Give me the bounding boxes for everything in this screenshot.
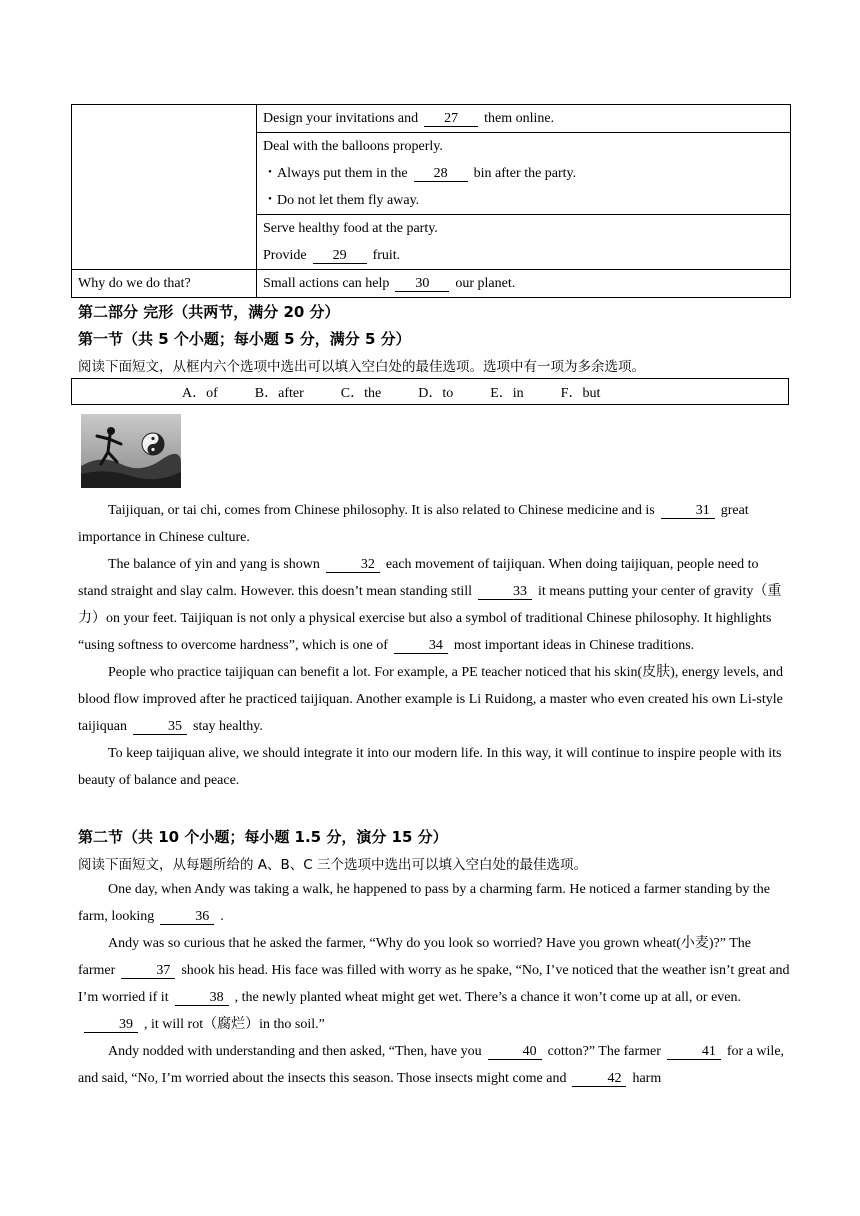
paragraph <box>78 1038 790 1092</box>
table-left-cell-empty <box>72 105 257 270</box>
row-text: Design your invitations and <box>263 111 419 126</box>
row-text: ・Always put them in the <box>263 166 408 181</box>
option-e[interactable]: E．in <box>490 385 524 401</box>
blank-33[interactable]: 33 <box>478 584 532 600</box>
row-text: ・Do not let them fly away. <box>263 193 420 208</box>
passage-text: People who practice taijiquan can benefit a lot. For example, a PE teacher noticed that his skin(皮肤), energy levels, and blood flow improved after he practiced taijiquan. Another example is Li Ruidong, a master who even created his own Li-style taijiquan <box>78 665 784 734</box>
blank-29[interactable]: 29 <box>313 248 367 264</box>
options-box <box>71 378 789 405</box>
paragraph <box>78 551 790 659</box>
paragraph <box>78 659 790 740</box>
passage-text: cotton?” The farmer <box>547 1044 661 1059</box>
passage-text: , the newly planted wheat might get wet. There’s a chance it won’t come up at all, or even. <box>234 990 742 1005</box>
passage-text: most important ideas in Chinese traditions. <box>453 638 695 653</box>
option-a[interactable]: A．of <box>182 385 218 401</box>
option-c[interactable]: C．the <box>340 385 382 401</box>
blank-32[interactable]: 32 <box>326 557 380 573</box>
question-text: Why do we do that? <box>78 276 191 291</box>
blank-37[interactable]: 37 <box>121 963 175 979</box>
table-row-balloons <box>257 133 791 215</box>
row-text: bin after the party. <box>473 166 577 181</box>
passage-text: it means putting your center of gravity（重力）on your feet. Taijiquan is not only a physical exercise but also a symbol of traditional Chinese philosophy. It highlights “using softness to overcome hardness”, which is one of <box>78 584 782 653</box>
passage-taijiquan <box>78 497 790 794</box>
passage-text: great importance in Chinese culture. <box>78 503 749 545</box>
paragraph <box>78 930 790 1038</box>
passage-text: stay healthy. <box>193 719 263 734</box>
passage-text: The balance of yin and yang is shown <box>108 557 320 572</box>
passage-text: Andy was so curious that he asked the farmer, “Why do you look so worried? Have you grown wheat(小麦)?” The farmer <box>78 936 751 978</box>
passage-text: . <box>220 909 224 924</box>
passage-text: for a wile, and said, “No, I’m worried about the insects this season. Those insects might come and <box>78 1044 785 1086</box>
activity-table <box>71 104 791 298</box>
option-b[interactable]: B．after <box>254 385 304 401</box>
table-row-planet <box>257 270 791 298</box>
part1-instructions: 阅读下面短文，从框内六个选项中选出可以填入空白处的最佳选项。选项中有一项为多余选项。 <box>78 359 645 375</box>
passage-text: shook his head. His face was filled with worry as he spake, “No, I’ve noticed that the weather isn’t great and I’m worried if it <box>78 963 790 1005</box>
row-text: fruit. <box>372 248 401 263</box>
row-text: them online. <box>484 111 555 126</box>
option-f[interactable]: F．but <box>560 385 601 401</box>
table-row-food <box>257 215 791 270</box>
row-text: Serve healthy food at the party. <box>263 221 438 236</box>
blank-36[interactable]: 36 <box>160 909 214 925</box>
blank-42[interactable]: 42 <box>572 1071 626 1087</box>
passage-text: Taijiquan, or tai chi, comes from Chinese philosophy. It is also related to Chinese medicine and is <box>108 503 655 518</box>
blank-39[interactable]: 39 <box>84 1017 138 1033</box>
table-question-cell <box>72 270 257 298</box>
blank-35[interactable]: 35 <box>133 719 187 735</box>
taiji-image <box>81 414 181 488</box>
part1-title: 第一节（共 5 个小题；每小题 5 分，满分 5 分） <box>78 330 411 348</box>
part2-instructions: 阅读下面短文，从每题所给的 A、B、C 三个选项中选出可以填入空白处的最佳选项。 <box>78 857 588 873</box>
passage-text: each movement of taijiquan. When doing taijiquan, people need to stand straight and slay calm. However. this doesn’t mean standing still <box>78 557 759 599</box>
row-text: Deal with the balloons properly. <box>263 139 443 154</box>
paragraph <box>78 497 790 551</box>
passage-text: Andy nodded with understanding and then asked, “Then, have you <box>108 1044 482 1059</box>
blank-30[interactable]: 30 <box>395 276 449 292</box>
passage-text: , it will rot（腐烂）in tho soil.” <box>144 1017 325 1032</box>
passage-text: One day, when Andy was taking a walk, he happened to pass by a charming farm. He noticed a farmer standing by the farm, looking <box>78 882 770 924</box>
table-row-invitations <box>257 105 791 133</box>
option-d[interactable]: D．to <box>418 385 454 401</box>
row-text: Provide <box>263 248 307 263</box>
blank-31[interactable]: 31 <box>661 503 715 519</box>
blank-28[interactable]: 28 <box>414 166 468 182</box>
blank-41[interactable]: 41 <box>667 1044 721 1060</box>
row-text: our planet. <box>455 276 516 291</box>
blank-38[interactable]: 38 <box>175 990 229 1006</box>
passage-andy <box>78 876 790 1092</box>
section-title: 第二部分 完形（共两节，满分 20 分） <box>78 303 340 321</box>
passage-text: harm <box>632 1071 662 1086</box>
paragraph: To keep taijiquan alive, we should integrate it into our modern life. In this way, it will continue to inspire people with its beauty of balance and peace. <box>78 746 782 788</box>
blank-27[interactable]: 27 <box>424 111 478 127</box>
blank-40[interactable]: 40 <box>488 1044 542 1060</box>
paragraph <box>78 876 790 930</box>
part2-title: 第二节（共 10 个小题；每小题 1.5 分，演分 15 分） <box>78 828 448 846</box>
row-text: Small actions can help <box>263 276 390 291</box>
blank-34[interactable]: 34 <box>394 638 448 654</box>
